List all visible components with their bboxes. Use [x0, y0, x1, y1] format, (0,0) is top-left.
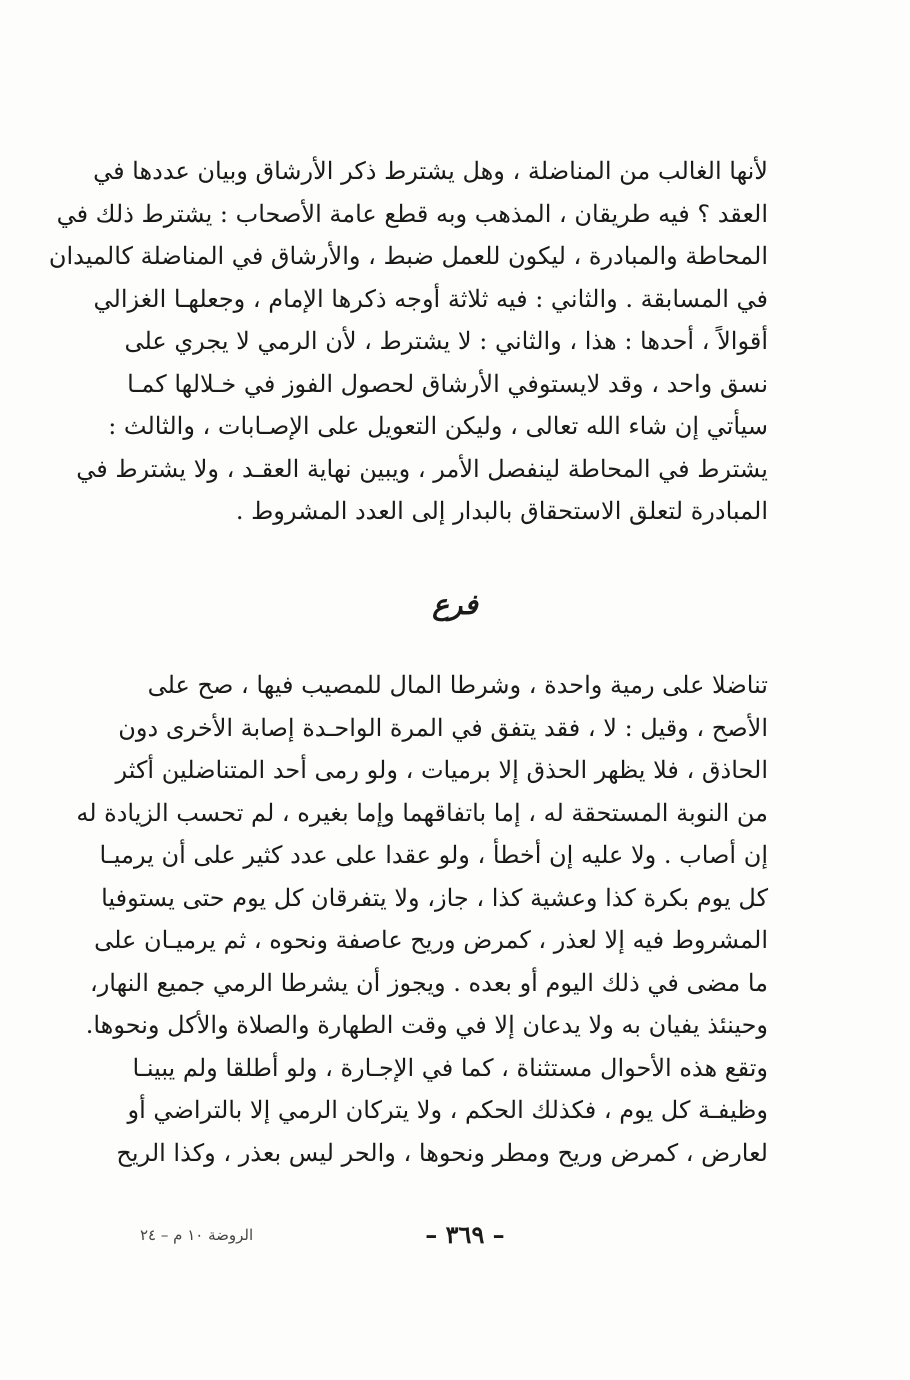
text-line: وحينئذ يفيان به ولا يدعان إلا في وقت الطهارة والصلاة والأكل ونحوها.	[85, 1011, 768, 1039]
text-line: وتقع هذه الأحوال مستثناة ، كما في الإجـارة ، ولو أطلقا ولم يبينـا	[132, 1053, 768, 1082]
text-line: المشروط فيه إلا لعذر ، كمرض وريح عاصفة ونحوه ، ثم يرميـان على	[94, 926, 768, 954]
text-line: لعارض ، كمرض وريح ومطر ونحوها ، والحر ليس بعذر ، وكذا الريح	[116, 1138, 768, 1167]
text-line: المبادرة لتعلق الاستحقاق بالبدار إلى العدد المشروط .	[235, 497, 768, 525]
text-line: كل يوم بكرة كذا وعشية كذا ، جاز، ولا يتفرقان كل يوم حتى يستوفيا	[101, 883, 768, 912]
text-line: من النوبة المستحقة له ، إما باتفاقهما وإما بغيره ، لم تحسب الزيادة له	[76, 798, 768, 827]
paragraph-section	[76, 664, 768, 1174]
page-footer	[0, 1215, 910, 1255]
text-line: في المسابقة . والثاني : فيه ثلاثة أوجه ذكرها الإمام ، وجعلهـا الغزالي	[93, 284, 768, 313]
paragraph-continuation	[48, 150, 768, 533]
page-number: – ٣٦٩ –	[425, 1220, 505, 1249]
text-line: يشترط في المحاطة لينفصل الأمر ، ويبين نهاية العقـد ، ولا يشترط في	[76, 454, 768, 483]
printer-signature: الروضة ١٠ م – ٢٤	[140, 1226, 254, 1244]
text-line: لأنها الغالب من المناضلة ، وهل يشترط ذكر الأرشاق وبيان عددها في	[93, 157, 768, 185]
text-line: أقوالاً ، أحدها : هذا ، والثاني : لا يشترط ، لأن الرمي لا يجري على	[124, 327, 768, 355]
section-heading: فرع	[432, 588, 478, 621]
text-line: نسق واحد ، وقد لايستوفي الأرشاق لحصول الفوز في خـلالها كمـا	[127, 369, 768, 398]
text-line: المحاطة والمبادرة ، ليكون للعمل ضبط ، والأرشاق في المناضلة كالميدان	[48, 242, 768, 270]
text-line: العقد ؟ فيه طريقان ، المذهب وبه قطع عامة الأصحاب : يشترط ذلك في	[56, 199, 768, 228]
text-line: إن أصاب . ولا عليه إن أخطأ ، ولو عقدا على عدد كثير على أن يرميـا	[99, 841, 768, 869]
text-line: الحاذق ، فلا يظهر الحذق إلا برميات ، ولو رمى أحد المتناضلين أكثر	[115, 756, 768, 784]
text-line: سيأتي إن شاء الله تعالى ، وليكن التعويل على الإصـابات ، والثالث :	[108, 412, 768, 440]
text-line: الأصح ، وقيل : لا ، فقد يتفق في المرة الواحـدة إصابة الأخرى دون	[118, 713, 768, 742]
text-line: ما مضى في ذلك اليوم أو بعده . ويجوز أن يشرطا الرمي جميع النهار،	[89, 968, 768, 997]
text-line: وظيفـة كل يوم ، فكذلك الحكم ، ولا يتركان الرمي إلا بالتراضي أو	[127, 1096, 768, 1124]
text-line: تناضلا على رمية واحدة ، وشرطا المال للمصيب فيها ، صح على	[147, 671, 768, 699]
